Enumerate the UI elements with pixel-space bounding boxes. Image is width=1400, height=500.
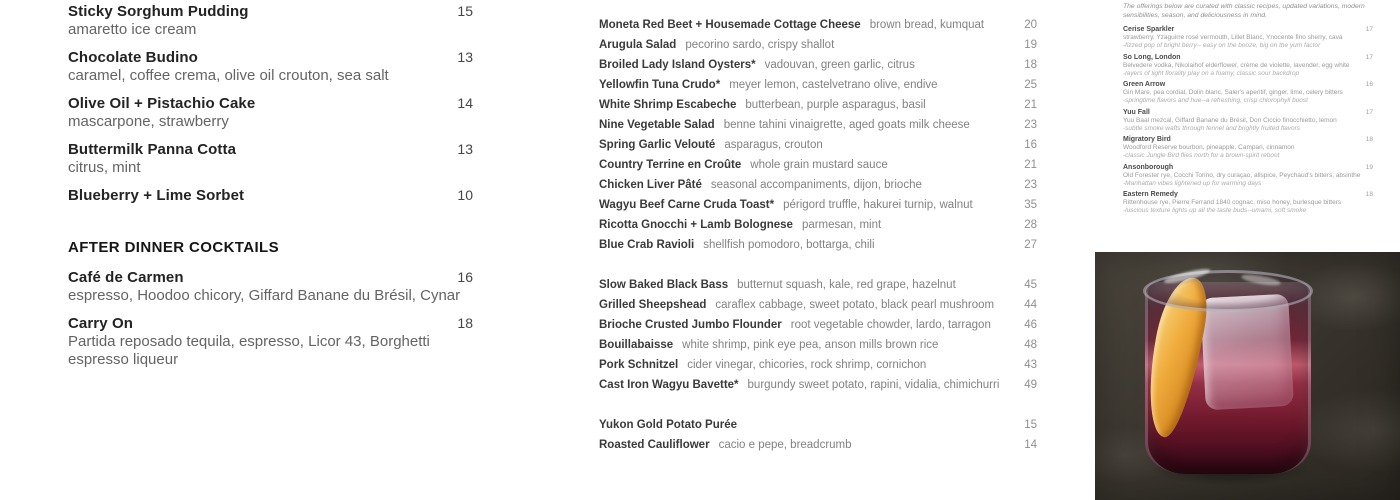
item-name: Nine Vegetable Salad	[599, 119, 715, 131]
item-price: 46	[1024, 319, 1037, 331]
menu-item-row	[599, 95, 1037, 115]
item-name: Wagyu Beef Carne Cruda Toast*	[599, 199, 775, 211]
item-price: 49	[1024, 379, 1037, 391]
item-price: 16	[457, 269, 473, 285]
menu-item-row	[599, 135, 1037, 155]
item-description: espresso, Hoodoo chicory, Giffard Banane du Brésil, Cynar	[68, 287, 461, 304]
menu-item-row	[599, 15, 1037, 35]
item-price: 27	[1024, 239, 1037, 251]
item-name: Café de Carmen	[68, 269, 184, 286]
item-description: root vegetable chowder, lardo, tarragon	[790, 319, 991, 331]
item-description: cacio e pepe, breadcrumb	[718, 439, 852, 451]
dessert-and-after-dinner-section	[68, 2, 473, 378]
item-price: 23	[1024, 119, 1037, 131]
item-name: Grilled Sheepshead	[599, 299, 707, 311]
cocktail-ingredients: Belvedere vodka, Nikolaihof elderflower, crème de violette, lavender, egg white	[1123, 61, 1350, 69]
item-price: 20	[1024, 19, 1037, 31]
dessert-item-head	[68, 140, 473, 159]
item-name: Carry On	[68, 315, 133, 332]
menu-item-row	[599, 75, 1037, 95]
item-description: seasonal accompaniments, dijon, brioche	[710, 179, 922, 191]
item-description: whole grain mustard sauce	[750, 159, 888, 171]
item-price: 15	[457, 3, 473, 19]
cocktail-entry-head	[1123, 190, 1373, 199]
dessert-item-head	[68, 186, 473, 205]
item-price: 13	[457, 141, 473, 157]
item-description: meyer lemon, castelvetrano olive, endive	[729, 79, 938, 91]
dessert-item-head	[68, 2, 473, 21]
cocktail-intro-text: The offerings below are curated with classic recipes, updated variations, modern sensibilities, season, and deliciousness in mind.	[1123, 3, 1365, 19]
item-description: benne tahini vinaigrette, aged goats milk cheese	[723, 119, 970, 131]
item-description: butternut squash, kale, red grape, hazelnut	[737, 279, 956, 291]
menu-item-text	[599, 375, 1024, 393]
menu-item-text	[599, 435, 1024, 453]
cocktail-ingredients: Rittenhouse rye, Pierre Ferrand 1840 cognac, miso honey, burlesque bitters	[1123, 199, 1342, 206]
cocktail-name: Migratory Bird	[1123, 136, 1171, 143]
cocktail-name: Green Arrow	[1123, 81, 1166, 88]
item-description: pecorino sardo, crispy shallot	[685, 39, 835, 51]
cocktail-entry	[1123, 135, 1373, 160]
item-name: Ricotta Gnocchi + Lamb Bolognese	[599, 219, 793, 231]
item-price: 23	[1024, 179, 1037, 191]
menu-item-row	[599, 435, 1037, 455]
menu-item-row	[599, 415, 1037, 435]
menu-item-row	[599, 295, 1037, 315]
cocktail-ingredients: Yuu Baal mezcal, Giffard Banane du Brésil, Don Ciccio finocchietto, lemon	[1123, 116, 1337, 124]
item-name: Pork Schnitzel	[599, 359, 679, 371]
item-name: Buttermilk Panna Cotta	[68, 141, 237, 158]
item-price: 35	[1024, 199, 1037, 211]
item-price: 18	[1024, 59, 1037, 71]
after-dinner-cocktail-item	[68, 314, 473, 369]
menu-item-text	[599, 335, 1024, 353]
dessert-item	[68, 2, 473, 39]
cocktail-item-head	[68, 314, 473, 333]
item-description: asparagus, crouton	[724, 139, 823, 151]
item-description: mascarpone, strawberry	[68, 113, 229, 130]
dessert-item	[68, 140, 473, 177]
cocktail-tasting-note: -layers of light florality play on a foamy, classic sour backdrop	[1123, 69, 1300, 77]
item-description: cider vinegar, chicories, rock shrimp, cornichon	[687, 359, 927, 371]
cocktail-name: Eastern Remedy	[1123, 191, 1178, 198]
menu-item-text	[599, 175, 1024, 193]
item-name: White Shrimp Escabeche	[599, 99, 737, 111]
item-price: 21	[1024, 159, 1037, 171]
item-price: 21	[1024, 99, 1037, 111]
cocktail-list	[1123, 25, 1373, 215]
dessert-item-head	[68, 48, 473, 67]
item-description: parmesan, mint	[801, 219, 882, 231]
cocktail-item-head	[68, 268, 473, 287]
item-price: 13	[457, 49, 473, 65]
menu-item-row	[599, 155, 1037, 175]
item-price: 16	[1024, 139, 1037, 151]
menu-item-text	[599, 115, 1024, 133]
cocktail-entry	[1123, 80, 1373, 105]
item-name: Chicken Liver Pâté	[599, 179, 702, 191]
menu-item-row	[599, 275, 1037, 295]
cocktail-entry	[1123, 163, 1373, 188]
cocktail-tasting-note: -classic Jungle Bird flies north for a brown-spirit reboot	[1123, 152, 1280, 159]
cocktail-name: Ansonborough	[1123, 163, 1174, 171]
menu-item-text	[599, 135, 1024, 153]
menu-item-text	[599, 215, 1024, 233]
item-description: white shrimp, pink eye pea, anson mills brown rice	[682, 339, 939, 351]
item-name: Blue Crab Ravioli	[599, 239, 695, 251]
cocktail-entry	[1123, 25, 1373, 50]
cocktail-entry	[1123, 190, 1373, 215]
menu-item-text	[599, 415, 1024, 433]
menu-item-text	[599, 195, 1024, 213]
item-price: 15	[1024, 419, 1037, 431]
item-name: Slow Baked Black Bass	[599, 279, 729, 291]
after-dinner-cocktail-item	[68, 268, 473, 305]
item-name: Roasted Cauliflower	[599, 439, 710, 451]
item-description: brown bread, kumquat	[869, 19, 985, 31]
item-name: Bouillabaisse	[599, 339, 674, 351]
cocktail-entry-head	[1123, 108, 1373, 117]
cocktail-ingredients: Woodford Reserve bourbon, pineapple, Campari, cinnamon	[1123, 144, 1295, 151]
cocktail-price: 17	[1365, 53, 1373, 61]
menu-item-row	[599, 195, 1037, 215]
item-name: Country Terrine en Croûte	[599, 159, 742, 171]
item-description: vadouvan, green garlic, citrus	[764, 59, 915, 71]
cocktail-name: Cerise Sparkler	[1123, 26, 1175, 33]
menu-item-text	[599, 95, 1024, 113]
menu-item-row	[599, 375, 1037, 395]
item-name: Cast Iron Wagyu Bavette*	[599, 379, 739, 391]
cocktail-entry-head	[1123, 25, 1373, 34]
item-name: Spring Garlic Velouté	[599, 139, 716, 151]
item-price: 14	[457, 95, 473, 111]
item-price: 10	[457, 187, 473, 203]
item-name: Broiled Lady Island Oysters*	[599, 59, 756, 71]
menu-item-row	[599, 175, 1037, 195]
cocktail-tasting-note: -fizzed pop of bright berry-- easy on the booze, big on the yum factor	[1123, 42, 1321, 49]
cocktail-price: 17	[1365, 108, 1373, 116]
item-price: 19	[1024, 39, 1037, 51]
menu-item-row	[599, 215, 1037, 235]
item-description: caramel, coffee crema, olive oil crouton, sea salt	[68, 67, 389, 84]
item-price: 28	[1024, 219, 1037, 231]
item-price: 44	[1024, 299, 1037, 311]
menu-item-row	[599, 55, 1037, 75]
dessert-item-head	[68, 94, 473, 113]
cocktail-price: 18	[1365, 136, 1373, 143]
item-description: burgundy sweet potato, rapini, vidalia, chimichurri	[747, 379, 1000, 391]
after-dinner-cocktails-heading: AFTER DINNER COCKTAILS	[68, 239, 280, 256]
dessert-list	[68, 2, 473, 205]
item-price: 48	[1024, 339, 1037, 351]
dessert-item	[68, 186, 473, 205]
item-price: 25	[1024, 79, 1037, 91]
item-name: Blueberry + Lime Sorbet	[68, 187, 245, 204]
sides-section	[599, 415, 1037, 455]
item-price: 43	[1024, 359, 1037, 371]
cocktail-price: 19	[1365, 163, 1373, 171]
mains-section	[599, 275, 1037, 395]
item-description: butterbean, purple asparagus, basil	[745, 99, 926, 111]
item-description: shellfish pomodoro, bottarga, chili	[703, 239, 875, 251]
cocktail-entry	[1123, 108, 1373, 133]
item-name: Olive Oil + Pistachio Cake	[68, 95, 256, 112]
after-dinner-cocktail-list	[68, 268, 473, 369]
cocktail-ingredients: Gin Mare, pea cordial, Dolin blanc, Saler's aperitif, ginger, lime, celery bitters	[1123, 89, 1343, 96]
menu-item-row	[599, 115, 1037, 135]
cocktail-ingredients: strawberry, Yzaguirre rosé vermouth, Lillet Blanc, Ynocente fino sherry, cava	[1123, 34, 1343, 41]
item-price: 45	[1024, 279, 1037, 291]
cocktail-tasting-note: -Manhattan vibes lightened up for warming days	[1123, 179, 1262, 187]
item-name: Brioche Crusted Jumbo Flounder	[599, 319, 782, 331]
cocktail-tasting-note: -subtle smoke wafts through fennel and brightly fruited flavors	[1123, 124, 1301, 132]
starters-section	[599, 15, 1037, 255]
menu-item-text	[599, 35, 1024, 53]
item-name: Chocolate Budino	[68, 49, 198, 66]
cocktail-list-column	[1123, 2, 1373, 218]
menu-item-text	[599, 315, 1024, 333]
cocktail-entry-head	[1123, 135, 1373, 144]
cocktail-tasting-note: -springtime flavors and hue--a refreshing, crisp chlorophyll boost	[1123, 97, 1308, 104]
cocktail-glass	[1145, 270, 1311, 476]
cocktail-price: 18	[1365, 191, 1373, 198]
item-description: amaretto ice cream	[68, 21, 197, 38]
menu-item-text	[599, 235, 1024, 253]
item-name: Sticky Sorghum Pudding	[68, 3, 249, 20]
cocktail-price: 16	[1365, 81, 1373, 88]
menu-item-text	[599, 355, 1024, 373]
item-name: Arugula Salad	[599, 39, 677, 51]
cocktail-name: So Long, London	[1123, 53, 1181, 61]
cocktail-photo	[1095, 252, 1400, 500]
menu-item-text	[599, 275, 1024, 293]
item-description: Partida reposado tequila, espresso, Licor 43, Borghetti espresso liqueur	[68, 333, 430, 368]
item-name: Yellowfin Tuna Crudo*	[599, 79, 721, 91]
cocktail-tasting-note: -luscious texture lights up all the taste buds--umami, soft smoke	[1123, 207, 1307, 214]
menu-item-row	[599, 235, 1037, 255]
cocktail-ingredients: Old Forester rye, Cocchi Torino, dry curaçao, allspice, Peychaud's bitters, absinthe	[1123, 171, 1361, 179]
cocktail-price: 17	[1365, 26, 1373, 33]
menu-item-text	[599, 15, 1024, 33]
dessert-item	[68, 94, 473, 131]
menu-item-row	[599, 35, 1037, 55]
menu-item-row	[599, 355, 1037, 375]
menu-item-row	[599, 315, 1037, 335]
item-description: caraflex cabbage, sweet potato, black pearl mushroom	[715, 299, 995, 311]
item-description: citrus, mint	[68, 159, 141, 176]
cocktail-entry	[1123, 53, 1373, 78]
cocktail-entry-head	[1123, 163, 1373, 172]
menu-item-text	[599, 55, 1024, 73]
menu-item-text	[599, 75, 1024, 93]
glass-rim	[1143, 270, 1313, 312]
cocktail-entry-head	[1123, 53, 1373, 62]
menu-item-text	[599, 155, 1024, 173]
cocktail-name: Yuu Fall	[1123, 108, 1150, 116]
cocktail-entry-head	[1123, 80, 1373, 89]
item-name: Yukon Gold Potato Purée	[599, 419, 738, 431]
item-price: 18	[457, 315, 473, 331]
item-name: Moneta Red Beet + Housemade Cottage Cheese	[599, 19, 861, 31]
menu-item-row	[599, 335, 1037, 355]
menu-item-text	[599, 295, 1024, 313]
dessert-item	[68, 48, 473, 85]
food-menu-column	[599, 0, 1037, 455]
item-price: 14	[1024, 439, 1037, 451]
item-description: périgord truffle, hakurei turnip, walnut	[783, 199, 973, 211]
